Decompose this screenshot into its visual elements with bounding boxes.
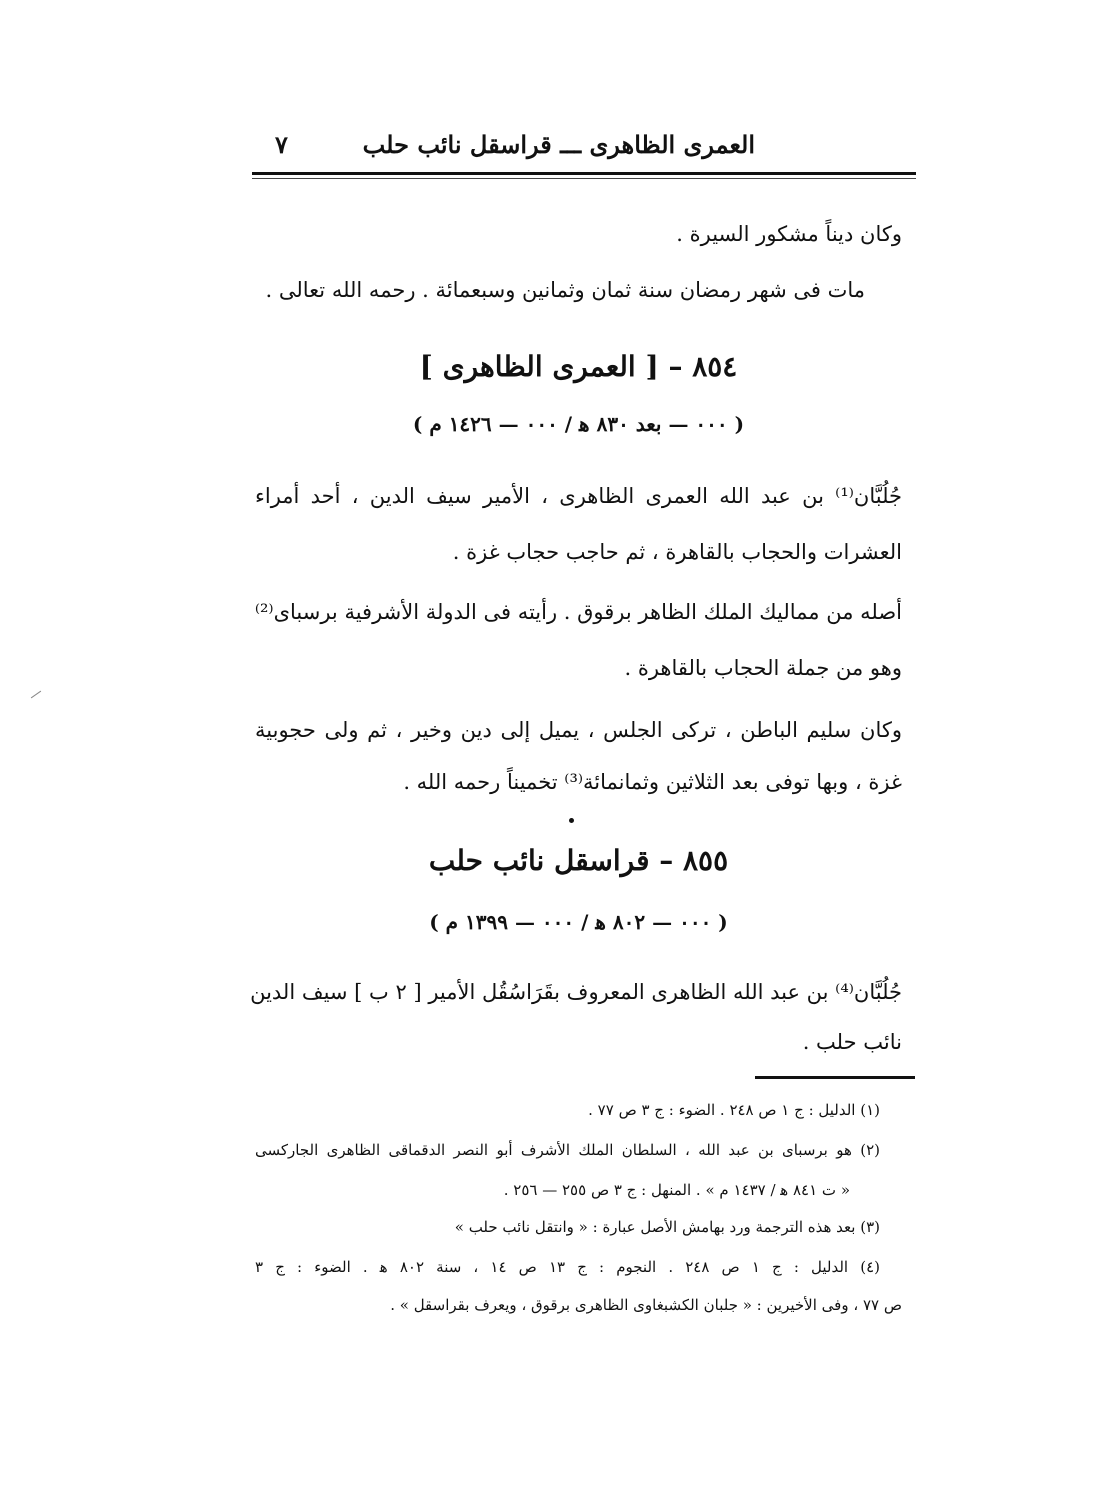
footnote-1: (١) الدليل : ج ١ ص ٢٤٨ . الضوء : ج ٣ ص ٧٧ . [588,1101,880,1119]
footnote-4: (٤) الدليل : ج ١ ص ٢٤٨ . النجوم : ج ١٣ ص ١٤ ، سنة ٨٠٢ ﻫ . الضوء : ج ٣ [255,1258,880,1276]
entry-dates-854: ( ٠٠٠ — بعد ٨٣٠ ﻫ / ٠٠٠ — ١٤٢٦ م ) [412,412,745,436]
footnote-2-continued: « ت ٨٤١ ﻫ / ١٤٣٧ م » . المنهل : ج ٣ ص ٢٥٥ — ٢٥٦ . [503,1181,850,1199]
entry-854-line-4: وهو من جملة الحجاب بالقاهرة . [624,656,902,680]
scan-mark [31,691,41,699]
page-header [255,118,915,168]
entry-854-line-2: العشرات والحجاب بالقاهرة ، ثم حاجب حجاب غزة . [452,540,902,564]
footnote-rule [755,1076,915,1079]
entry-854-line-5: وكان سليم الباطن ، تركى الجلس ، يميل إلى دين وخير ، ثم ولى حجوبية [255,718,902,742]
entry-heading-855: ٨٥٥ – قراسقل نائب حلب [428,844,729,877]
entry-855-line-2: نائب حلب . [802,1030,902,1054]
footnote-3: (٣) بعد هذه الترجمة ورد بهامش الأصل عبارة : « وانتقل نائب حلب » [454,1218,880,1236]
body-line-2: مات فى شهر رمضان سنة ثمان وثمانين وسبعمائة . رحمه الله تعالى . [265,278,865,302]
entry-dates-855: ( ٠٠٠ — ٨٠٢ ﻫ / ٠٠٠ — ١٣٩٩ م ) [429,910,728,934]
footnote-4-continued: ص ٧٧ ، وفى الأخيرين : « جلبان الكشبغاوى الظاهرى برقوق ، ويعرف بقراسقل » . [390,1296,902,1314]
footnote-2: (٢) هو برسباى بن عبد الله ، السلطان الملك الأشرف أبو النصر الدقماقى الظاهرى الجاركسى [255,1141,880,1159]
running-title: العمرى الظاهرى ـــ قراسقل نائب حلب [362,130,755,159]
page-number: ٧ [275,130,288,159]
header-rule [252,172,916,175]
separator-dot [569,818,574,823]
entry-854-line-6: غزة ، وبها توفى بعد الثلاثين وثمانمائة⁽³⁾ تخميناً رحمه الله . [403,770,902,794]
header-rule-thin [252,178,916,179]
entry-855-line-1: جُلُبَّان⁽⁴⁾ بن عبد الله الظاهرى المعروف بقَرَاسُقُل الأمير [ ٢ ب ] سيف الدين [250,980,902,1004]
body-line-1: وكان ديناً مشكور السيرة . [676,222,902,246]
entry-854-line-3: أصله من مماليك الملك الظاهر برقوق . رأيته فى الدولة الأشرفية برسباى⁽²⁾ [254,600,902,624]
entry-854-line-1: جُلُبَّان⁽¹⁾ بن عبد الله العمرى الظاهرى ، الأمير سيف الدين ، أحد أمراء [255,484,902,508]
entry-heading-854: ٨٥٤ – [ العمرى الظاهرى ] [419,350,738,383]
